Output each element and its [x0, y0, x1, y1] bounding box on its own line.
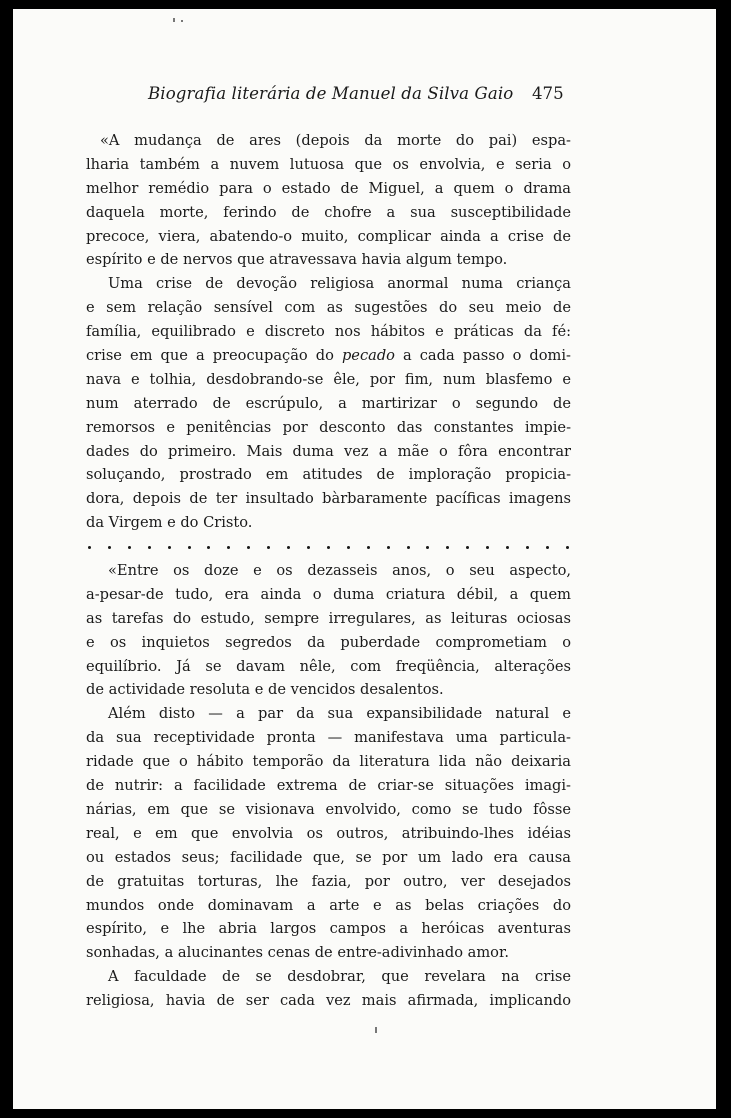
- text-line: espírito e de nervos que atravessava havia algum tempo.: [86, 251, 508, 269]
- text-line: crise em que a preocupação do pecado a cada passo o domi-: [86, 347, 571, 365]
- ellipsis-dot: [267, 546, 270, 549]
- running-header: [13, 77, 716, 107]
- ellipsis-dot: [188, 546, 191, 549]
- ellipsis-dot: [168, 546, 171, 549]
- ellipsis-dot: [466, 546, 469, 549]
- text-line: espírito, e lhe abria largos campos a heróicas aventuras: [86, 920, 571, 938]
- text-line: as tarefas do estudo, sempre irregulares, as leituras ociosas: [86, 609, 571, 627]
- paragraph: [86, 272, 571, 535]
- ellipsis-dot: [387, 546, 390, 549]
- text-line: remorsos e penitências por desconto das constantes impie-: [86, 418, 571, 436]
- text-line: dades do primeiro. Mais duma vez a mãe o fôra encontrar: [86, 442, 571, 460]
- text-line: de gratuitas torturas, lhe fazia, por outro, ver desejados: [86, 872, 571, 890]
- text-line: A faculdade de se desdobrar, que revelara na crise: [108, 968, 571, 986]
- text-line: de actividade resoluta e de vencidos desalentos.: [86, 681, 444, 699]
- text-line: soluçando, prostrado em atitudes de imploração propicia-: [86, 466, 571, 484]
- ellipsis-dot: [307, 546, 310, 549]
- ellipsis-dot: [287, 546, 290, 549]
- ellipsis-dot: [546, 546, 549, 549]
- text-line: e os inquietos segredos da puberdade comprometiam o: [86, 633, 571, 651]
- emphasized-word: pecado: [341, 347, 395, 365]
- ellipsis-dot: [128, 546, 131, 549]
- text-line: da Virgem e do Cristo.: [86, 514, 253, 532]
- ellipsis-dot: [566, 546, 569, 549]
- text-line: a-pesar-de tudo, era ainda o duma criatura débil, a quem: [86, 585, 571, 603]
- ellipsis-dot: [148, 546, 151, 549]
- text-line: e sem relação sensível com as sugestões do seu meio de: [86, 299, 571, 317]
- text-line: sonhadas, a alucinantes cenas de entre-adivinhado amor.: [86, 944, 509, 962]
- text-line: real, e em que envolvia os outros, atribuindo-lhes idéias: [86, 824, 571, 842]
- text-line: ridade que o hábito temporão da literatura lida não deixaria: [86, 753, 571, 771]
- ellipsis-dot: [327, 546, 330, 549]
- ellipsis-dot: [486, 546, 489, 549]
- text-line: Além disto — a par da sua expansibilidade natural e: [108, 705, 571, 723]
- book-page: [13, 9, 716, 1109]
- running-header-title: Biografia literária de Manuel da Silva Gaio: [148, 84, 514, 103]
- body-text: [86, 129, 571, 1013]
- ellipsis-dot: [367, 546, 370, 549]
- paragraph: [86, 129, 571, 272]
- text-line: nárias, em que se visionava envolvido, como se tudo fôsse: [86, 800, 571, 818]
- ellipsis-dot: [227, 546, 230, 549]
- ellipsis-dot: [247, 546, 250, 549]
- text-line: família, equilibrado e discreto nos hábitos e práticas da fé:: [86, 323, 571, 341]
- text-line: dora, depois de ter insultado bàrbaramente pacíficas imagens: [86, 490, 571, 508]
- text-line: nava e tolhia, desdobrando-se êle, por fim, num blasfemo e: [86, 370, 571, 388]
- ellipsis-separator: [86, 535, 571, 559]
- text-line: daquela morte, ferindo de chofre a sua susceptibilidade: [86, 203, 571, 221]
- ellipsis-dot: [347, 546, 350, 549]
- paragraph: [86, 702, 571, 965]
- ellipsis-dot: [526, 546, 529, 549]
- ellipsis-dot: [446, 546, 449, 549]
- text-line: lharia também a nuvem lutuosa que os envolvia, e seria o: [86, 155, 571, 173]
- text-line: «Entre os doze e os dezasseis anos, o seu aspecto,: [108, 562, 571, 580]
- text-line: Uma crise de devoção religiosa anormal numa criança: [108, 275, 571, 293]
- text-line: equilíbrio. Já se davam nêle, com freqüência, alterações: [86, 657, 571, 675]
- ellipsis-dot: [88, 546, 91, 549]
- text-line: religiosa, havia de ser cada vez mais afirmada, implicando: [86, 992, 571, 1010]
- text-line: precoce, viera, abatendo-o muito, complicar ainda a crise de: [86, 227, 571, 245]
- text-line: ou estados seus; facilidade que, se por um lado era causa: [86, 848, 571, 866]
- paragraph: [86, 965, 571, 1013]
- page-number: 475: [532, 84, 564, 103]
- ellipsis-dot: [207, 546, 210, 549]
- scan-speck: [375, 1027, 377, 1033]
- text-line: de nutrir: a facilidade extrema de criar-se situações imagi-: [86, 777, 571, 795]
- text-line: melhor remédio para o estado de Miguel, a quem o drama: [86, 179, 571, 197]
- ellipsis-dot: [407, 546, 410, 549]
- paragraph: [86, 559, 571, 702]
- text-line: mundos onde dominavam a arte e as belas criações do: [86, 896, 571, 914]
- ellipsis-dot: [108, 546, 111, 549]
- scan-speck: [173, 18, 175, 22]
- text-line: da sua receptividade pronta — manifestava uma particula-: [86, 729, 571, 747]
- ellipsis-dot: [506, 546, 509, 549]
- scan-speck: [181, 20, 183, 22]
- text-line: num aterrado de escrúpulo, a martirizar o segundo de: [86, 394, 571, 412]
- text-line: «A mudança de ares (depois da morte do pai) espa-: [100, 132, 571, 149]
- ellipsis-dot: [426, 546, 429, 549]
